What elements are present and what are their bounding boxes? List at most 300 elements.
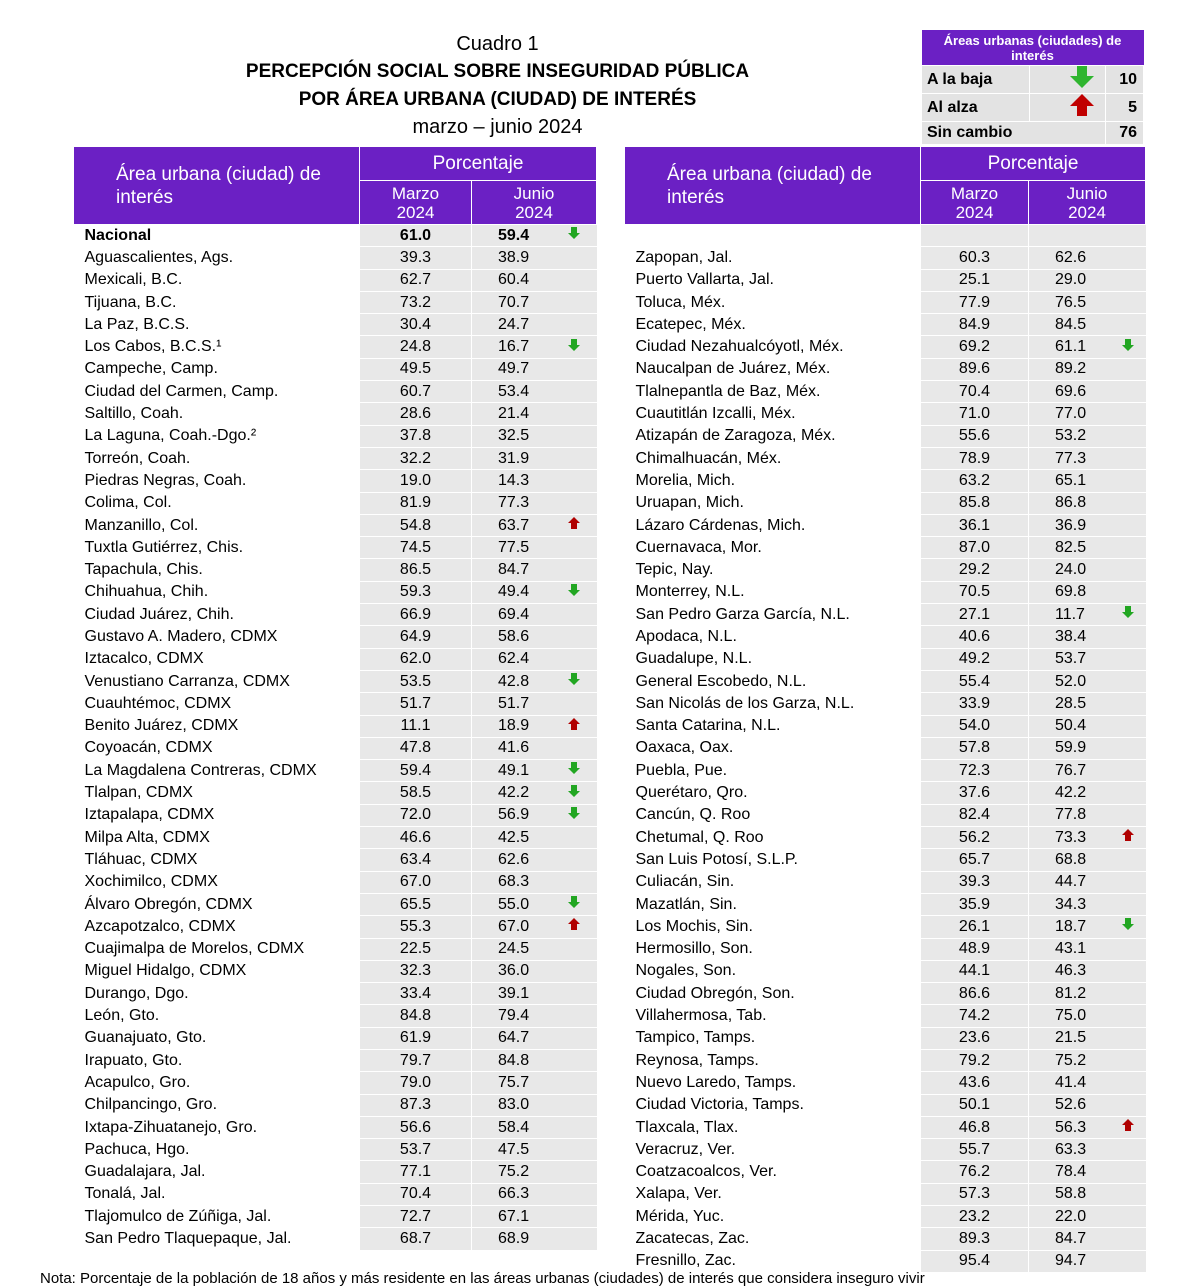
trend-cell: [552, 938, 597, 960]
june-value-cell: 60.4: [472, 269, 552, 291]
trend-cell: [1111, 715, 1146, 737]
table-row: [625, 514, 1146, 536]
table-row: [625, 581, 1146, 603]
trend-cell: [552, 447, 597, 469]
table-row: [625, 425, 1146, 447]
table-row: [74, 871, 597, 893]
table-row: [74, 715, 597, 737]
june-value-cell: 22.0: [1029, 1206, 1111, 1228]
table-row: [625, 1027, 1146, 1049]
area-name-cell: Los Mochis, Sin.: [625, 916, 921, 938]
area-name-cell: Cuautitlán Izcalli, Méx.: [625, 403, 921, 425]
table-row: [625, 1228, 1146, 1250]
area-name-cell: Tláhuac, CDMX: [74, 849, 360, 871]
table-row: [74, 648, 597, 670]
march-value-cell: 32.3: [360, 960, 472, 982]
area-name-cell: Nacional: [74, 225, 360, 247]
trend-cell: [552, 849, 597, 871]
march-value-cell: 55.7: [921, 1139, 1029, 1161]
area-name-cell: Cuauhtémoc, CDMX: [74, 693, 360, 715]
area-name-cell: Colima, Col.: [74, 492, 360, 514]
area-name-cell: Guadalajara, Jal.: [74, 1161, 360, 1183]
trend-cell: [1111, 470, 1146, 492]
percentage-header: Porcentaje: [360, 147, 597, 181]
june-value-cell: 77.3: [1029, 447, 1111, 469]
trend-cell: [552, 1139, 597, 1161]
june-value-cell: 36.9: [1029, 514, 1111, 536]
table-row: [625, 1072, 1146, 1094]
trend-cell: [1111, 1049, 1146, 1071]
june-value-cell: 77.5: [472, 537, 552, 559]
march-value-cell: 26.1: [921, 916, 1029, 938]
march-value-cell: 37.6: [921, 782, 1029, 804]
trend-cell: [552, 403, 597, 425]
area-name-cell: Saltillo, Coah.: [74, 403, 360, 425]
trend-cell: [1111, 849, 1146, 871]
area-name-cell: Tlalnepantla de Baz, Méx.: [625, 381, 921, 403]
right-data-table: [624, 146, 1146, 1273]
march-value-cell: 72.0: [360, 804, 472, 826]
march-value-cell: 82.4: [921, 804, 1029, 826]
trend-cell: [1111, 782, 1146, 804]
trend-cell: [1111, 425, 1146, 447]
june-value-cell: 76.5: [1029, 291, 1111, 313]
table-row: [74, 269, 597, 291]
area-name-cell: Mérida, Yuc.: [625, 1206, 921, 1228]
table-row: [74, 938, 597, 960]
area-column-header: Área urbana (ciudad) de interés: [625, 147, 921, 225]
area-name-cell: León, Gto.: [74, 1005, 360, 1027]
table-row: [74, 1116, 597, 1138]
table-row: [74, 1206, 597, 1228]
march-value-cell: 70.4: [360, 1183, 472, 1205]
march-value-cell: 19.0: [360, 470, 472, 492]
table-row: [625, 1183, 1146, 1205]
june-value-cell: 75.2: [472, 1161, 552, 1183]
june-value-cell: 21.5: [1029, 1027, 1111, 1049]
march-value-cell: 55.4: [921, 670, 1029, 692]
area-name-cell: Hermosillo, Son.: [625, 938, 921, 960]
march-value-cell: 49.5: [360, 358, 472, 380]
march-value-cell: 89.3: [921, 1228, 1029, 1250]
trend-cell: [1111, 403, 1146, 425]
table-row: [625, 1094, 1146, 1116]
area-name-cell: Cancún, Q. Roo: [625, 804, 921, 826]
june-value-cell: 24.0: [1029, 559, 1111, 581]
area-name-cell: Benito Juárez, CDMX: [74, 715, 360, 737]
trend-cell: [552, 827, 597, 849]
trend-cell: [1111, 804, 1146, 826]
june-value-cell: 70.7: [472, 291, 552, 313]
march-value-cell: 79.7: [360, 1049, 472, 1071]
june-value-cell: 41.6: [472, 737, 552, 759]
trend-cell: [552, 559, 597, 581]
june-value-cell: 41.4: [1029, 1072, 1111, 1094]
area-name-cell: Azcapotzalco, CDMX: [74, 916, 360, 938]
march-value-cell: 74.2: [921, 1005, 1029, 1027]
march-value-cell: 51.7: [360, 693, 472, 715]
trend-cell: [1111, 492, 1146, 514]
area-name-cell: San Pedro Tlaquepaque, Jal.: [74, 1228, 360, 1250]
table-row: [625, 314, 1146, 336]
june-value-cell: 76.7: [1029, 760, 1111, 782]
trend-cell: [552, 626, 597, 648]
area-name-cell: Tijuana, B.C.: [74, 291, 360, 313]
table-row: [625, 693, 1146, 715]
june-value-cell: 50.4: [1029, 715, 1111, 737]
june-value-cell: 68.8: [1029, 849, 1111, 871]
june-header: Junio 2024: [472, 181, 597, 225]
table-row: [74, 314, 597, 336]
trend-cell: [1111, 269, 1146, 291]
table-row: [625, 492, 1146, 514]
trend-cell: [552, 492, 597, 514]
area-name-cell: Piedras Negras, Coah.: [74, 470, 360, 492]
table-row: [74, 827, 597, 849]
summary-label: Sin cambio: [922, 122, 1106, 145]
table-row: [74, 381, 597, 403]
green-down-arrow-icon: [1111, 336, 1146, 358]
june-value-cell: 38.9: [472, 247, 552, 269]
june-value-cell: 55.0: [472, 893, 552, 915]
trend-cell: [1111, 648, 1146, 670]
march-value-cell: 46.8: [921, 1116, 1029, 1138]
table-row: [74, 336, 597, 358]
table-row: [625, 849, 1146, 871]
trend-cell: [552, 1094, 597, 1116]
table-row: [625, 648, 1146, 670]
march-value-cell: 73.2: [360, 291, 472, 313]
june-value-cell: 64.7: [472, 1027, 552, 1049]
trend-cell: [1111, 1005, 1146, 1027]
march-value-cell: 60.3: [921, 247, 1029, 269]
march-value-cell: 33.4: [360, 983, 472, 1005]
table-row: [625, 626, 1146, 648]
trend-cell: [1111, 537, 1146, 559]
june-value-cell: 68.3: [472, 871, 552, 893]
table-row: [74, 514, 597, 536]
march-value-cell: 84.8: [360, 1005, 472, 1027]
trend-cell: [1111, 893, 1146, 915]
june-value-cell: 47.5: [472, 1139, 552, 1161]
area-name-cell: Chimalhuacán, Méx.: [625, 447, 921, 469]
area-name-cell: Tepic, Nay.: [625, 559, 921, 581]
area-name-cell: Torreón, Coah.: [74, 447, 360, 469]
june-value-cell: 21.4: [472, 403, 552, 425]
area-name-cell: Ciudad del Carmen, Camp.: [74, 381, 360, 403]
red-up-arrow-icon: [1111, 827, 1146, 849]
summary-row-down: [922, 66, 1144, 94]
area-name-cell: San Nicolás de los Garza, N.L.: [625, 693, 921, 715]
trend-cell: [1111, 1094, 1146, 1116]
area-name-cell: Apodaca, N.L.: [625, 626, 921, 648]
trend-cell: [1111, 291, 1146, 313]
table-row: [74, 247, 597, 269]
june-value-cell: 62.6: [1029, 247, 1111, 269]
table-row: [625, 381, 1146, 403]
table-row: [625, 670, 1146, 692]
green-down-arrow-icon: [552, 893, 597, 915]
march-value-cell: 28.6: [360, 403, 472, 425]
summary-row-nochange: [922, 122, 1144, 145]
trend-cell: [552, 1027, 597, 1049]
table-row: [625, 559, 1146, 581]
table-row: [74, 225, 597, 247]
trend-cell: [1111, 581, 1146, 603]
table-row: [625, 715, 1146, 737]
trend-cell: [552, 291, 597, 313]
june-value-cell: 81.2: [1029, 983, 1111, 1005]
june-value-cell: 49.1: [472, 760, 552, 782]
table-row: [74, 849, 597, 871]
march-value-cell: 67.0: [360, 871, 472, 893]
table-row: [74, 693, 597, 715]
trend-cell: [1111, 225, 1146, 247]
area-name-cell: Tuxtla Gutiérrez, Chis.: [74, 537, 360, 559]
green-down-arrow-icon: [552, 225, 597, 247]
green-down-arrow-icon: [552, 581, 597, 603]
table-row: [625, 1005, 1146, 1027]
area-name-cell: Guanajuato, Gto.: [74, 1027, 360, 1049]
march-value-cell: 48.9: [921, 938, 1029, 960]
area-name-cell: Ixtapa-Zihuatanejo, Gro.: [74, 1116, 360, 1138]
march-value-cell: 50.1: [921, 1094, 1029, 1116]
trend-cell: [552, 470, 597, 492]
march-value-cell: 62.7: [360, 269, 472, 291]
area-name-cell: Coyoacán, CDMX: [74, 737, 360, 759]
table-row: [625, 760, 1146, 782]
june-value-cell: 73.3: [1029, 827, 1111, 849]
june-value-cell: 51.7: [472, 693, 552, 715]
table-row: [74, 1161, 597, 1183]
march-value-cell: 39.3: [921, 871, 1029, 893]
june-value-cell: 18.7: [1029, 916, 1111, 938]
trend-cell: [552, 1183, 597, 1205]
june-value-cell: 39.1: [472, 983, 552, 1005]
june-value-cell: 29.0: [1029, 269, 1111, 291]
june-value-cell: 36.0: [472, 960, 552, 982]
june-value-cell: 53.4: [472, 381, 552, 403]
summary-label: A la baja: [922, 66, 1030, 94]
trend-cell: [552, 537, 597, 559]
table-row: [74, 1049, 597, 1071]
june-value-cell: 49.4: [472, 581, 552, 603]
area-name-cell: San Pedro Garza García, N.L.: [625, 604, 921, 626]
table-row: [74, 425, 597, 447]
march-header: Marzo 2024: [360, 181, 472, 225]
june-value-cell: [1029, 225, 1111, 247]
area-name-cell: Tampico, Tamps.: [625, 1027, 921, 1049]
table-row: [625, 871, 1146, 893]
march-value-cell: 59.3: [360, 581, 472, 603]
red-up-arrow-icon: [1030, 94, 1106, 122]
june-value-cell: 43.1: [1029, 938, 1111, 960]
trend-cell: [552, 1049, 597, 1071]
table-row: [74, 737, 597, 759]
march-value-cell: 77.9: [921, 291, 1029, 313]
march-value-cell: 86.6: [921, 983, 1029, 1005]
trend-cell: [552, 871, 597, 893]
red-up-arrow-icon: [1111, 1116, 1146, 1138]
summary-count: 5: [1106, 94, 1144, 122]
area-name-cell: Culiacán, Sin.: [625, 871, 921, 893]
summary-count: 76: [1106, 122, 1144, 145]
table-row: [625, 1206, 1146, 1228]
june-value-cell: 69.6: [1029, 381, 1111, 403]
trend-cell: [1111, 1206, 1146, 1228]
green-down-arrow-icon: [1030, 66, 1106, 94]
area-name-cell: Manzanillo, Col.: [74, 514, 360, 536]
table-row: [74, 893, 597, 915]
area-name-cell: Tlalpan, CDMX: [74, 782, 360, 804]
area-name-cell: Xochimilco, CDMX: [74, 871, 360, 893]
june-header: Junio 2024: [1029, 181, 1146, 225]
june-value-cell: 14.3: [472, 470, 552, 492]
march-value-cell: 53.7: [360, 1139, 472, 1161]
march-value-cell: 47.8: [360, 737, 472, 759]
area-name-cell: Veracruz, Ver.: [625, 1139, 921, 1161]
table-title: PERCEPCIÓN SOCIAL SOBRE INSEGURIDAD PÚBLICA: [245, 61, 750, 82]
table-row: [625, 960, 1146, 982]
trend-cell: [552, 604, 597, 626]
june-value-cell: 44.7: [1029, 871, 1111, 893]
trend-cell: [1111, 626, 1146, 648]
june-value-cell: 63.7: [472, 514, 552, 536]
trend-cell: [1111, 1161, 1146, 1183]
table-row: [625, 804, 1146, 826]
june-value-cell: 16.7: [472, 336, 552, 358]
march-value-cell: 74.5: [360, 537, 472, 559]
trend-cell: [1111, 381, 1146, 403]
area-column-header: Área urbana (ciudad) de interés: [74, 147, 360, 225]
june-value-cell: 24.7: [472, 314, 552, 336]
trend-cell: [1111, 559, 1146, 581]
trend-cell: [552, 737, 597, 759]
march-value-cell: 57.3: [921, 1183, 1029, 1205]
march-value-cell: 63.2: [921, 470, 1029, 492]
trend-cell: [1111, 1228, 1146, 1250]
table-row: [625, 1049, 1146, 1071]
area-name-cell: Mazatlán, Sin.: [625, 893, 921, 915]
trend-cell: [1111, 938, 1146, 960]
march-value-cell: 85.8: [921, 492, 1029, 514]
area-name-cell: Nogales, Son.: [625, 960, 921, 982]
area-name-cell: Milpa Alta, CDMX: [74, 827, 360, 849]
march-value-cell: 46.6: [360, 827, 472, 849]
march-value-cell: 72.7: [360, 1206, 472, 1228]
area-name-cell: Monterrey, N.L.: [625, 581, 921, 603]
june-value-cell: 67.1: [472, 1206, 552, 1228]
area-name-cell: Zapopan, Jal.: [625, 247, 921, 269]
title-block: [170, 30, 825, 140]
march-value-cell: 70.4: [921, 381, 1029, 403]
march-value-cell: 81.9: [360, 492, 472, 514]
trend-cell: [1111, 1072, 1146, 1094]
june-value-cell: 84.7: [472, 559, 552, 581]
march-value-cell: 24.8: [360, 336, 472, 358]
summary-header: Áreas urbanas (ciudades) de interés: [922, 30, 1144, 66]
june-value-cell: 56.3: [1029, 1116, 1111, 1138]
percentage-header: Porcentaje: [921, 147, 1146, 181]
table-row: [625, 737, 1146, 759]
trend-cell: [552, 1005, 597, 1027]
trend-cell: [1111, 358, 1146, 380]
june-value-cell: 62.6: [472, 849, 552, 871]
trend-cell: [1111, 960, 1146, 982]
june-value-cell: 59.4: [472, 225, 552, 247]
trend-cell: [552, 648, 597, 670]
june-value-cell: 38.4: [1029, 626, 1111, 648]
period-label: marzo – junio 2024: [412, 116, 583, 138]
area-name-cell: Xalapa, Ver.: [625, 1183, 921, 1205]
green-down-arrow-icon: [552, 804, 597, 826]
area-name-cell: Mexicali, B.C.: [74, 269, 360, 291]
area-name-cell: Ciudad Nezahualcóyotl, Méx.: [625, 336, 921, 358]
area-name-cell: Villahermosa, Tab.: [625, 1005, 921, 1027]
june-value-cell: 62.4: [472, 648, 552, 670]
june-value-cell: 34.3: [1029, 893, 1111, 915]
green-down-arrow-icon: [1111, 604, 1146, 626]
table-row: [74, 670, 597, 692]
area-name-cell: Atizapán de Zaragoza, Méx.: [625, 425, 921, 447]
june-value-cell: 28.5: [1029, 693, 1111, 715]
summary-label: Al alza: [922, 94, 1030, 122]
march-value-cell: 89.6: [921, 358, 1029, 380]
march-value-cell: 27.1: [921, 604, 1029, 626]
area-name-cell: Miguel Hidalgo, CDMX: [74, 960, 360, 982]
trend-cell: [552, 693, 597, 715]
table-row: [74, 470, 597, 492]
march-value-cell: 69.2: [921, 336, 1029, 358]
march-value-cell: 68.7: [360, 1228, 472, 1250]
trend-cell: [552, 425, 597, 447]
june-value-cell: 24.5: [472, 938, 552, 960]
june-value-cell: 79.4: [472, 1005, 552, 1027]
table-row: [625, 782, 1146, 804]
march-value-cell: 57.8: [921, 737, 1029, 759]
march-value-cell: 36.1: [921, 514, 1029, 536]
june-value-cell: 82.5: [1029, 537, 1111, 559]
area-name-cell: Durango, Dgo.: [74, 983, 360, 1005]
green-down-arrow-icon: [552, 336, 597, 358]
march-value-cell: 56.6: [360, 1116, 472, 1138]
green-down-arrow-icon: [552, 782, 597, 804]
table-row: [625, 916, 1146, 938]
march-value-cell: 23.2: [921, 1206, 1029, 1228]
table-row: [74, 403, 597, 425]
march-header: Marzo 2024: [921, 181, 1029, 225]
trend-cell: [1111, 693, 1146, 715]
table-row: [625, 247, 1146, 269]
trend-cell: [552, 1161, 597, 1183]
march-value-cell: 59.4: [360, 760, 472, 782]
table-row: [74, 1139, 597, 1161]
table-row: [625, 403, 1146, 425]
june-value-cell: 61.1: [1029, 336, 1111, 358]
table-row: [625, 983, 1146, 1005]
area-name-cell: Cuajimalpa de Morelos, CDMX: [74, 938, 360, 960]
right-table-body: [625, 225, 1146, 1273]
green-down-arrow-icon: [552, 760, 597, 782]
area-name-cell: Iztapalapa, CDMX: [74, 804, 360, 826]
june-value-cell: 42.2: [1029, 782, 1111, 804]
march-value-cell: 86.5: [360, 559, 472, 581]
trend-cell: [1111, 1250, 1146, 1272]
march-value-cell: 44.1: [921, 960, 1029, 982]
march-value-cell: 40.6: [921, 626, 1029, 648]
march-value-cell: 54.0: [921, 715, 1029, 737]
table-row: [625, 938, 1146, 960]
